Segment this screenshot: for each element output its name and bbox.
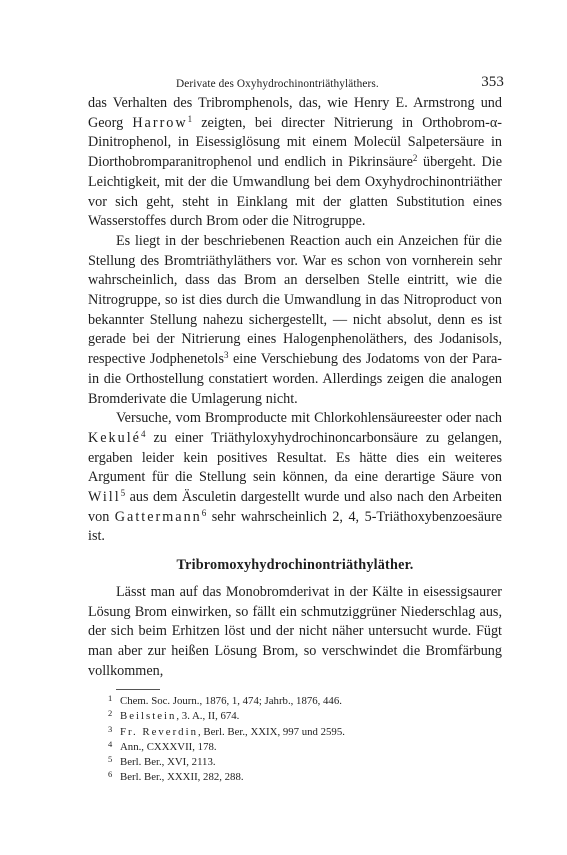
footnote-2: 2 Beilstein, 3. A., II, 674.: [108, 708, 240, 723]
paragraph-3-text-b: zu einer Triäthyloxyhydrochinoncarbonsäure zu gelangen, ergaben leider kein positives Resultat. Es hätte dies ein weiteres Argument für die Stellung sein können, da eine derartige Säure von: [88, 429, 502, 486]
footnote-ref-3: 3: [224, 350, 229, 361]
footnote-text: Ann., CXXXVII, 178.: [120, 740, 217, 753]
footnote-5: 5 Berl. Ber., XVI, 2113.: [108, 753, 216, 768]
book-page: [88, 72, 502, 785]
paragraph-3-text-c: aus dem Äsculetin dargestellt wurde und also nach den Arbeiten von: [88, 489, 502, 525]
footnote-text: Berl. Ber., XXXII, 282, 288.: [120, 770, 244, 783]
section-heading: Tribromoxyhydrochinontriäthyläther.: [176, 557, 414, 574]
footnote-3: 3 Fr. Reverdin, Berl. Ber., XXIX, 997 und 2595.: [108, 723, 345, 738]
footnote-text: , Berl. Ber., XXIX, 997 und 2595.: [197, 725, 345, 738]
footnote-author: Fr. Reverdin: [120, 725, 198, 738]
footnote-ref-2: 2: [412, 153, 418, 164]
author-name-gattermann: Gattermann: [114, 508, 202, 525]
paragraph-2-text-b: eine Verschiebung des Jodatoms von der Para- in die Orthostellung constatiert worden. Allerdings zeigen die analogen Bromderivate die Umlagerung nicht.: [88, 351, 502, 407]
footnote-text: , 3. A., II, 674.: [176, 710, 240, 723]
author-name-harrow: Harrow: [132, 114, 188, 131]
author-name-will: Will: [88, 489, 121, 506]
footnote-text: Berl. Ber., XVI, 2113.: [120, 755, 216, 768]
footnote-1: 1 Chem. Soc. Journ., 1876, 1, 474; Jahrb., 1876, 446.: [108, 693, 342, 708]
footnote-ref-5: 5: [120, 488, 126, 499]
footnote-4: 4 Ann., CXXXVII, 178.: [108, 738, 217, 753]
footnote-ref-6: 6: [201, 507, 207, 518]
footnote-ref-4: 4: [140, 428, 146, 439]
footnote-divider: [116, 689, 160, 690]
paragraph-4: Lässt man auf das Monobromderivat in der Kälte in eisessigsaurer Lösung Brom einwirken, so fällt ein schmutziggrüner Niederschlag aus, der sich beim Erhitzen löst und der nicht näher untersucht wurde. Fügt man aber zur heißen Lösung Brom, so verschwindet die Bromfärbung vollkommen,: [88, 583, 502, 679]
footnote-text: Chem. Soc. Journ., 1876, 1, 474; Jahrb., 1876, 446.: [120, 695, 342, 708]
footnote-6: 6 Berl. Ber., XXXII, 282, 288.: [108, 768, 244, 783]
footnote-author: Beilstein: [120, 710, 177, 723]
running-title: Derivate des Oxyhydrochinontriäthyläthers.: [176, 78, 379, 90]
paragraph-1-text-c: übergeht. Die Leichtigkeit, mit der die Umwandlung bei dem Oxyhydrochinontriäther vor sich geht, steht in Einklang mit der glatten Substitution eines Wasserstoffes durch Brom oder die Nitrogruppe.: [88, 154, 502, 230]
paragraph-3-text-a: Versuche, vom Bromproducte mit Chlorkohlensäureester oder nach: [116, 410, 502, 427]
paragraph-2: [88, 232, 502, 409]
paragraph-2-text-a: Es liegt in der beschriebenen Reaction auch ein Anzeichen für die Stellung des Bromtriäthyläthers vor. War es schon von vornherein sehr wahrscheinlich, dass das Brom an derselben Stelle eintritt, wie die Nitrogruppe, so ist dies durch die Umwandlung in das Nitroproduct von bekannter Stellung nahezu sichergestellt, — nicht absolut, denn es ist gerade bei der Nitrierung eines Halogenphenoläthers, des Jodanisols, respective Jodphenetols: [88, 232, 502, 368]
page-number: 353: [481, 74, 504, 90]
author-name-kekule: Kekulé: [88, 429, 141, 446]
paragraph-1: [88, 94, 502, 232]
body-text: [88, 94, 502, 681]
footnote-ref-1: 1: [187, 113, 193, 124]
paragraph-3: [88, 409, 502, 547]
footnotes: [88, 694, 502, 785]
paragraph-1-text-b: zeigten, bei directer Nitrierung in Orthobrom-α-Dinitrophenol, in Eisessiglösung mit einem Molecül Salpetersäure in Diorthobromparanitrophenol und endlich in Pikrinsäure: [88, 114, 503, 171]
paragraph-1-text-a: das Verhalten des Tribromphenols, das, wie Henry E. Armstrong und Georg: [88, 95, 502, 131]
running-head: [88, 72, 502, 94]
paragraph-3-text-d: sehr wahrscheinlich 2, 4, 5-Triäthoxybenzoesäure ist.: [88, 508, 502, 545]
